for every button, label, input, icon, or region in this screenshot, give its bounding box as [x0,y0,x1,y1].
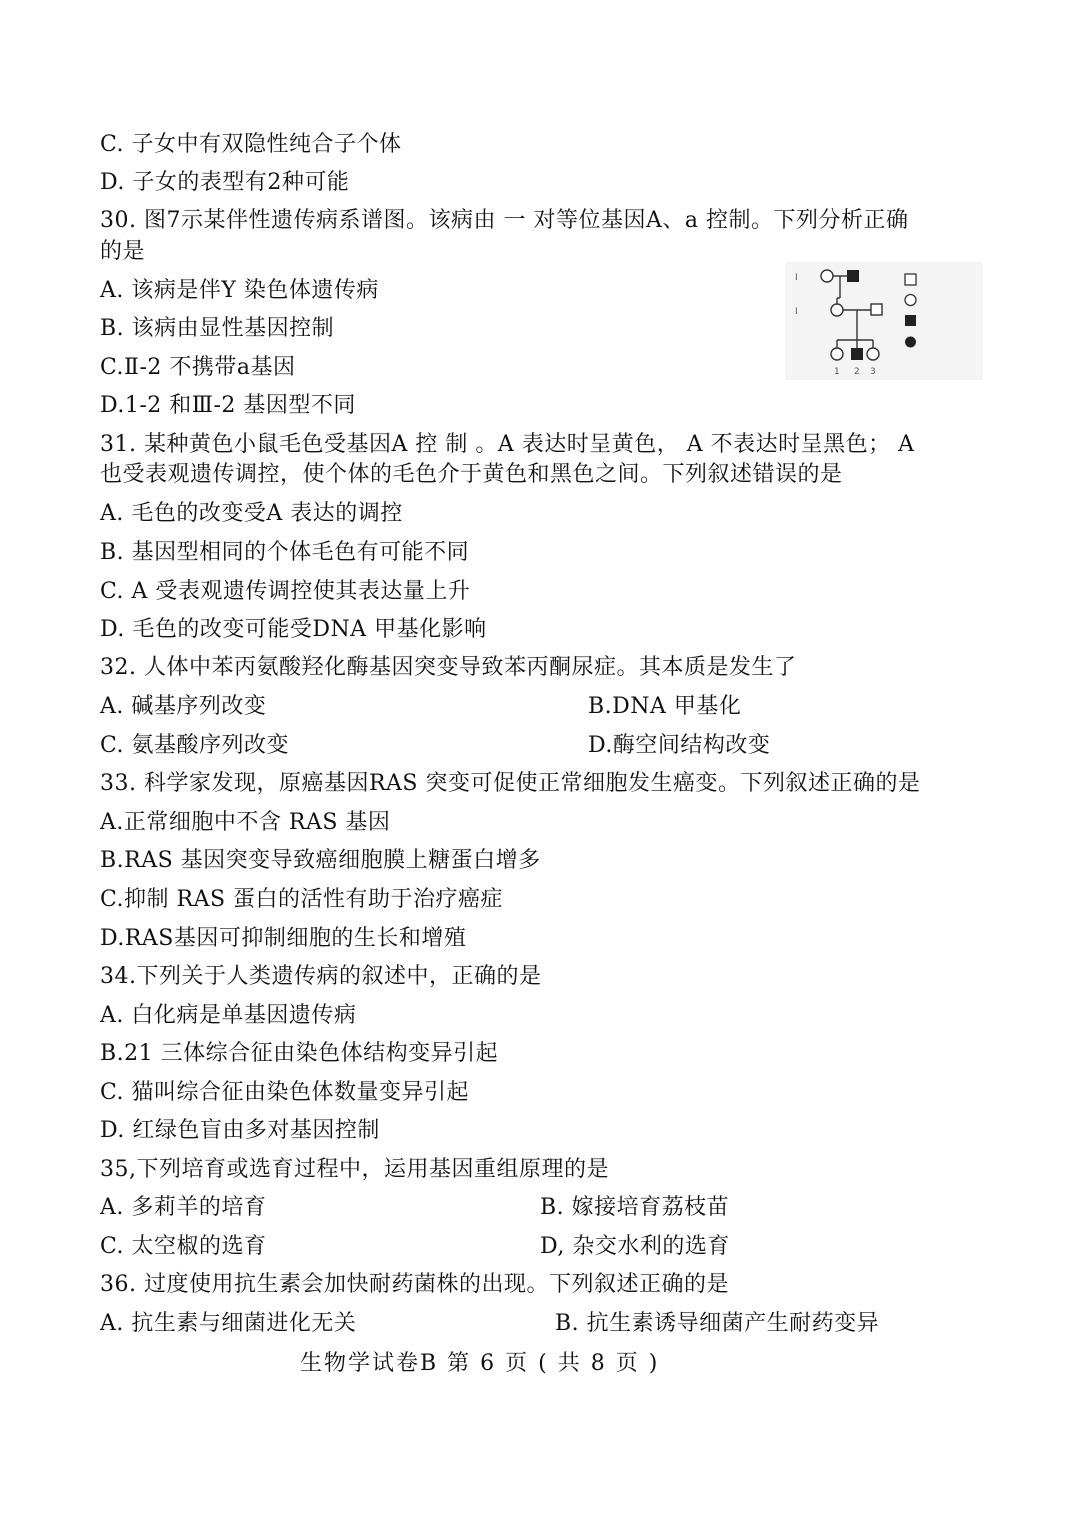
child-label-2: 2 [854,367,860,377]
pedigree-male-2-2 [871,304,882,315]
q34-option-a: A. 白化病是单基因遗传病 [100,1003,357,1028]
q35-option-d: D, 杂交水利的选育 [540,1234,730,1259]
q30-option-d: D.1-2 和Ⅲ-2 基因型不同 [100,393,356,418]
q31-stem-line1: 31. 某种黄色小鼠毛色受基因A 控 制 。A 表达时呈黄色， A 不表达时呈黑色； A [100,432,915,457]
q31-option-b: B. 基因型相同的个体毛色有可能不同 [100,540,470,565]
q30-stem-line2: 的是 [100,239,146,264]
pedigree-female-3-3 [867,348,879,360]
affected-female-icon [905,337,916,348]
affected-male-icon [905,315,916,326]
q30-option-a: A. 该病是伴Y 染色体遗传病 [100,278,379,303]
normal-male-icon [905,274,916,285]
generation-label-1: I [795,273,798,283]
q34-option-b: B.21 三体综合征由染色体结构变异引起 [100,1041,499,1066]
q32-option-d: D.酶空间结构改变 [588,733,771,758]
q30-option-c: C.Ⅱ-2 不携带a基因 [100,355,296,380]
q30-option-b: B. 该病由显性基因控制 [100,316,335,341]
q34-stem: 34.下列关于人类遗传病的叙述中，正确的是 [100,964,542,989]
q35-stem: 35,下列培育或选育过程中，运用基因重组原理的是 [100,1157,609,1182]
q32-option-c: C. 氨基酸序列改变 [100,733,290,758]
q34-option-c: C. 猫叫综合征由染色体数量变异引起 [100,1080,470,1105]
q36-option-b: B. 抗生素诱导细菌产生耐药变异 [555,1311,880,1336]
pedigree-female-1-1 [821,270,833,282]
pedigree-female-2-1 [831,304,843,316]
q31-option-c: C. A 受表观遗传调控使其表达量上升 [100,579,471,604]
q31-stem-line2: 也受表观遗传调控，使个体的毛色介于黄色和黑色之间。下列叙述错误的是 [100,462,843,487]
pedigree-female-3-1 [831,348,843,360]
q33-stem: 33. 科学家发现，原癌基因RAS 突变可促使正常细胞发生癌变。下列叙述正确的是 [100,771,921,796]
q35-option-c: C. 太空椒的选育 [100,1234,267,1259]
child-label-1: 1 [834,367,840,377]
pedigree-chart [785,262,983,380]
child-label-3: 3 [870,367,876,377]
q34-option-d: D. 红绿色盲由多对基因控制 [100,1118,380,1143]
q29-option-c: C. 子女中有双隐性纯合子个体 [100,132,402,157]
q35-option-a: A. 多莉羊的培育 [100,1195,267,1220]
q31-option-d: D. 毛色的改变可能受DNA 甲基化影响 [100,617,487,642]
q33-option-c: C.抑制 RAS 蛋白的活性有助于治疗癌症 [100,887,504,912]
q32-option-a: A. 碱基序列改变 [100,694,267,719]
q33-option-b: B.RAS 基因突变导致癌细胞膜上糖蛋白增多 [100,848,541,873]
pedigree-affected-male-1-2 [847,270,859,282]
q30-stem-line1: 30. 图7示某伴性遗传病系谱图。该病由 一 对等位基因A、a 控制。下列分析正确 [100,208,909,233]
normal-female-icon [905,295,916,306]
q36-option-a: A. 抗生素与细菌进化无关 [100,1311,357,1336]
q31-option-a: A. 毛色的改变受A 表达的调控 [100,501,403,526]
q32-stem: 32. 人体中苯丙氨酸羟化酶基因突变导致苯丙酮尿症。其本质是发生了 [100,655,797,680]
q29-option-d: D. 子女的表型有2种可能 [100,170,350,195]
page-footer: 生物学试卷B 第 6 页 ( 共 8 页 ) [300,1351,660,1376]
q32-option-b: B.DNA 甲基化 [588,694,742,719]
pedigree-affected-male-3-2 [851,348,863,360]
q33-option-d: D.RAS基因可抑制细胞的生长和增殖 [100,926,467,951]
q35-option-b: B. 嫁接培育荔枝苗 [540,1195,730,1220]
q36-stem: 36. 过度使用抗生素会加快耐药菌株的出现。下列叙述正确的是 [100,1272,729,1297]
generation-label-2: I [795,307,798,317]
q33-option-a: A.正常细胞中不含 RAS 基因 [100,810,391,835]
